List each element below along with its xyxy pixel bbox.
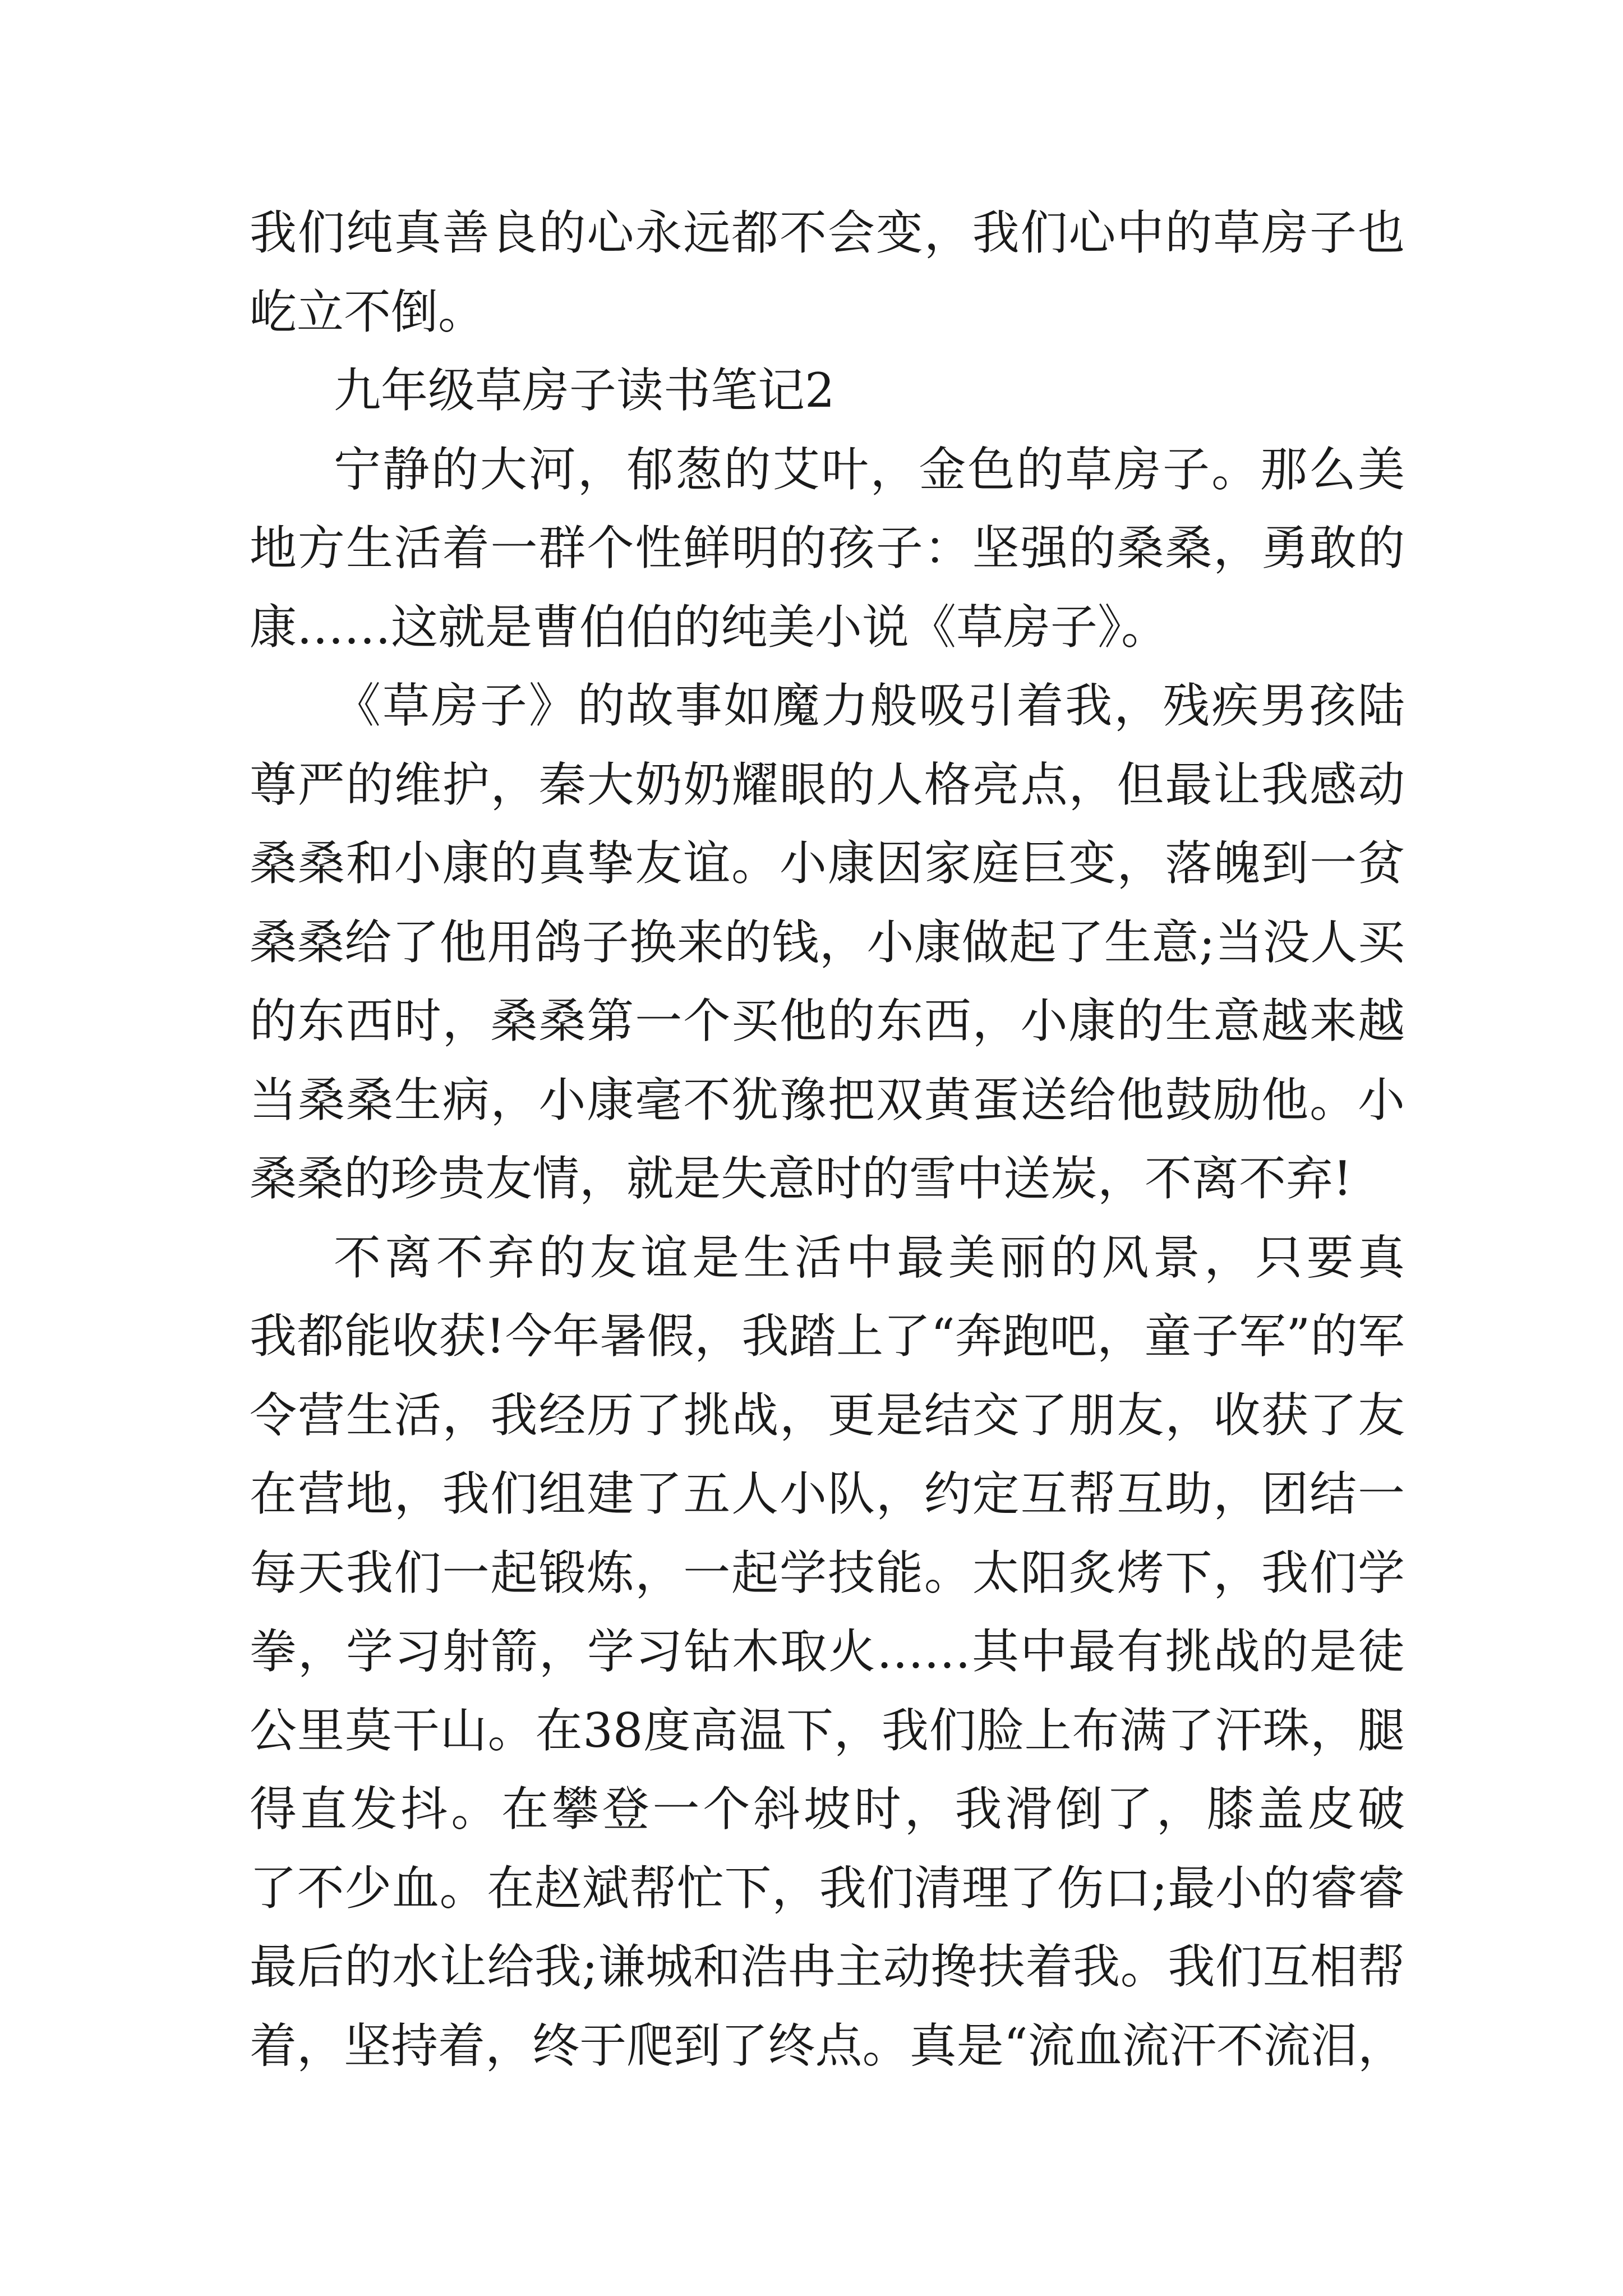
text-line: 我都能收获!今年暑假，我踏上了“奔跑吧，童子军”的军 (250, 1309, 1405, 1364)
text-line: 《草房子》的故事如魔力般吸引着我，残疾男孩陆 (334, 678, 1405, 733)
text-line: 地方生活着一群个性鲜明的孩子：坚强的桑桑，勇敢的 (250, 521, 1405, 576)
text-line: 桑桑给了他用鸽子换来的钱，小康做起了生意;当没人买 (250, 914, 1405, 970)
text-line: 令营生活，我经历了挑战，更是结交了朋友，收获了友 (250, 1387, 1405, 1443)
body-text (250, 194, 1405, 2085)
text-line: 着，坚持着，终于爬到了终点。真是“流血流汗不流泪， (250, 2018, 1405, 2073)
text-line: 最后的水让给我;谦城和浩冉主动搀扶着我。我们互相帮 (250, 1939, 1405, 1994)
text-line: 在营地，我们组建了五人小队，约定互帮互助，团结一 (250, 1466, 1405, 1521)
text-line: 拳，学习射箭，学习钻木取火……其中最有挑战的是徒 (250, 1624, 1405, 1679)
text-line: 尊严的维护，秦大奶奶耀眼的人格亮点，但最让我感动 (250, 757, 1405, 812)
section-heading: 九年级草房子读书笔记2 (334, 363, 835, 418)
text-line: 屹立不倒。 (250, 284, 486, 339)
text-line: 我们纯真善良的心永远都不会变，我们心中的草房子也 (250, 205, 1405, 260)
text-line: 每天我们一起锻炼，一起学技能。太阳炙烤下，我们学 (250, 1545, 1405, 1600)
text-line: 的东西时，桑桑第一个买他的东西，小康的生意越来越 (250, 993, 1405, 1048)
text-line: 得直发抖。在攀登一个斜坡时，我滑倒了，膝盖皮破 (250, 1782, 1405, 1837)
text-line: 当桑桑生病，小康毫不犹豫把双黄蛋送给他鼓励他。小 (250, 1072, 1405, 1128)
text-line: 宁静的大河，郁葱的艾叶，金色的草房子。那么美 (334, 441, 1405, 497)
text-line: 桑桑的珍贵友情，就是失意时的雪中送炭，不离不弃! (250, 1151, 1352, 1206)
text-line: 康……这就是曹伯伯的纯美小说《草房子》。 (250, 599, 1169, 655)
text-line: 桑桑和小康的真挚友谊。小康因家庭巨变，落魄到一贫 (250, 836, 1405, 891)
text-line: 不离不弃的友谊是生活中最美丽的风景，只要真 (334, 1230, 1405, 1285)
text-line: 了不少血。在赵斌帮忙下，我们清理了伤口;最小的睿睿 (250, 1860, 1405, 1916)
text-line: 公里莫干山。在38度高温下，我们脸上布满了汗珠，腿 (250, 1703, 1405, 1758)
